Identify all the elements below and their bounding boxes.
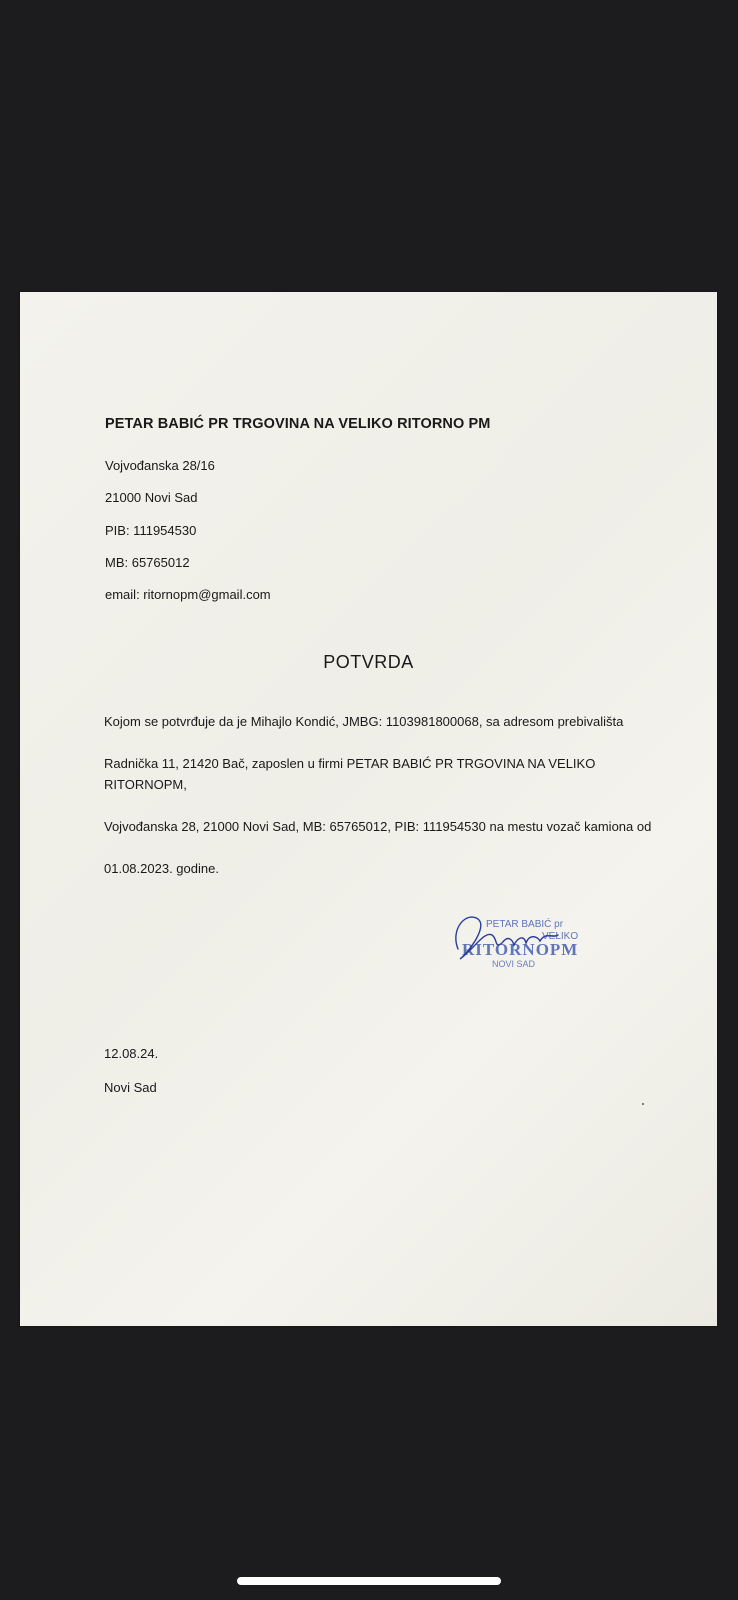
body-line: Kojom se potvrđuje da je Mihajlo Kondić, JMBG: 1103981800068, sa adresom prebivališta [104, 714, 624, 729]
body-line: 01.08.2023. godine. [104, 861, 219, 876]
company-mb: MB: 65765012 [105, 555, 190, 570]
document-place: Novi Sad [104, 1080, 157, 1095]
company-pib: PIB: 111954530 [105, 523, 197, 538]
company-email: email: ritornopm@gmail.com [105, 587, 271, 602]
paper-speck [642, 1103, 644, 1105]
stamp-line-1: PETAR BABIĆ pr [486, 919, 564, 930]
document-date: 12.08.24. [104, 1046, 159, 1061]
body-line: Radnička 11, 21420 Bač, zaposlen u firmi PETAR BABIĆ PR TRGOVINA NA VELIKO RITORNOPM, [104, 756, 596, 792]
stamp-line-2: VELIKO [542, 931, 579, 942]
company-stamp-with-signature [448, 909, 608, 969]
stamp-line-3: RITORNOPM [462, 940, 579, 959]
company-address: Vojvođanska 28/16 [105, 458, 215, 473]
company-name: PETAR BABIĆ PR TRGOVINA NA VELIKO RITORNO PM [105, 416, 491, 432]
company-city: 21000 Novi Sad [105, 490, 198, 505]
document-body [104, 690, 664, 900]
document-page [20, 292, 717, 1326]
body-line: Vojvođanska 28, 21000 Novi Sad, MB: 65765012, PIB: 111954530 na mestu vozač kamiona od [104, 819, 652, 834]
document-title: POTVRDA [323, 652, 414, 672]
home-indicator[interactable] [237, 1577, 501, 1585]
stamp-line-4: NOVI SAD [492, 959, 536, 969]
